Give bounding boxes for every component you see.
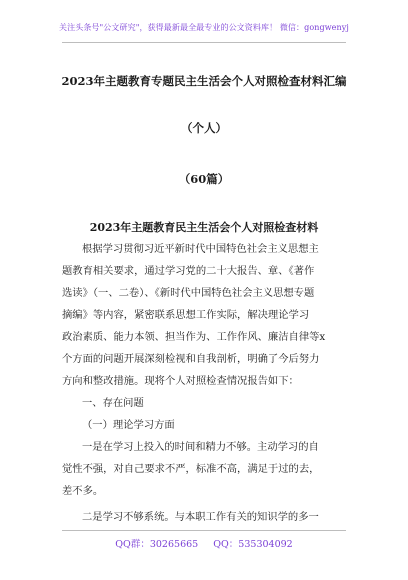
section-title: 2023年主题教育民主生活会个人对照检查材料: [89, 221, 319, 234]
intro-line: 个方面的问题开展深刻检视和自我剖析，明确了今后努力: [62, 353, 320, 365]
intro-line: 选读》（一、二卷）、《新时代中国特色社会主义思想专题: [62, 287, 315, 299]
intro-line: 政治素质、能力本领、担当作为、工作作风、廉洁自律等x: [62, 331, 326, 343]
header-banner: 关注头条号"公文研究"，获得最新最全最专业的公文资料库！ 微信：gongwenyj: [59, 23, 349, 32]
point-line: 一是在学习上投入的时间和精力不够。主动学习的自: [82, 441, 319, 453]
point-line: 觉性不强，对自己要求不严，标准不高，满足于过的去，: [62, 463, 320, 475]
body-text: [62, 238, 346, 528]
intro-line: 根据学习贯彻习近平新时代中国特色社会主义思想主: [82, 243, 319, 255]
footer-qq-group: QQ群：30265665: [115, 539, 199, 550]
heading-level1: 一、存在问题: [82, 397, 144, 409]
document-title: 2023年主题教育专题民主生活会个人对照检查材料汇编: [61, 74, 347, 88]
footer-divider: [62, 530, 346, 531]
footer: [0, 536, 408, 550]
document-count: （60篇）: [178, 172, 230, 186]
point-line: 二是学习不够系统。与本职工作有关的知识学的多一: [82, 511, 319, 523]
heading-level2: （一）理论学习方面: [82, 419, 175, 431]
intro-line: 方向和整改措施。现将个人对照检查情况报告如下：: [62, 375, 299, 387]
intro-line: 题教育相关要求，通过学习党的二十大报告、章、《著作: [62, 265, 315, 277]
header-divider: [62, 42, 346, 43]
document-subtitle: （个人）: [181, 121, 227, 135]
point-line: 差不多。: [62, 485, 104, 497]
footer-qq: QQ：535304092: [213, 539, 293, 550]
intro-line: 摘编》等内容，紧密联系思想工作实际，解决理论学习: [62, 309, 310, 321]
